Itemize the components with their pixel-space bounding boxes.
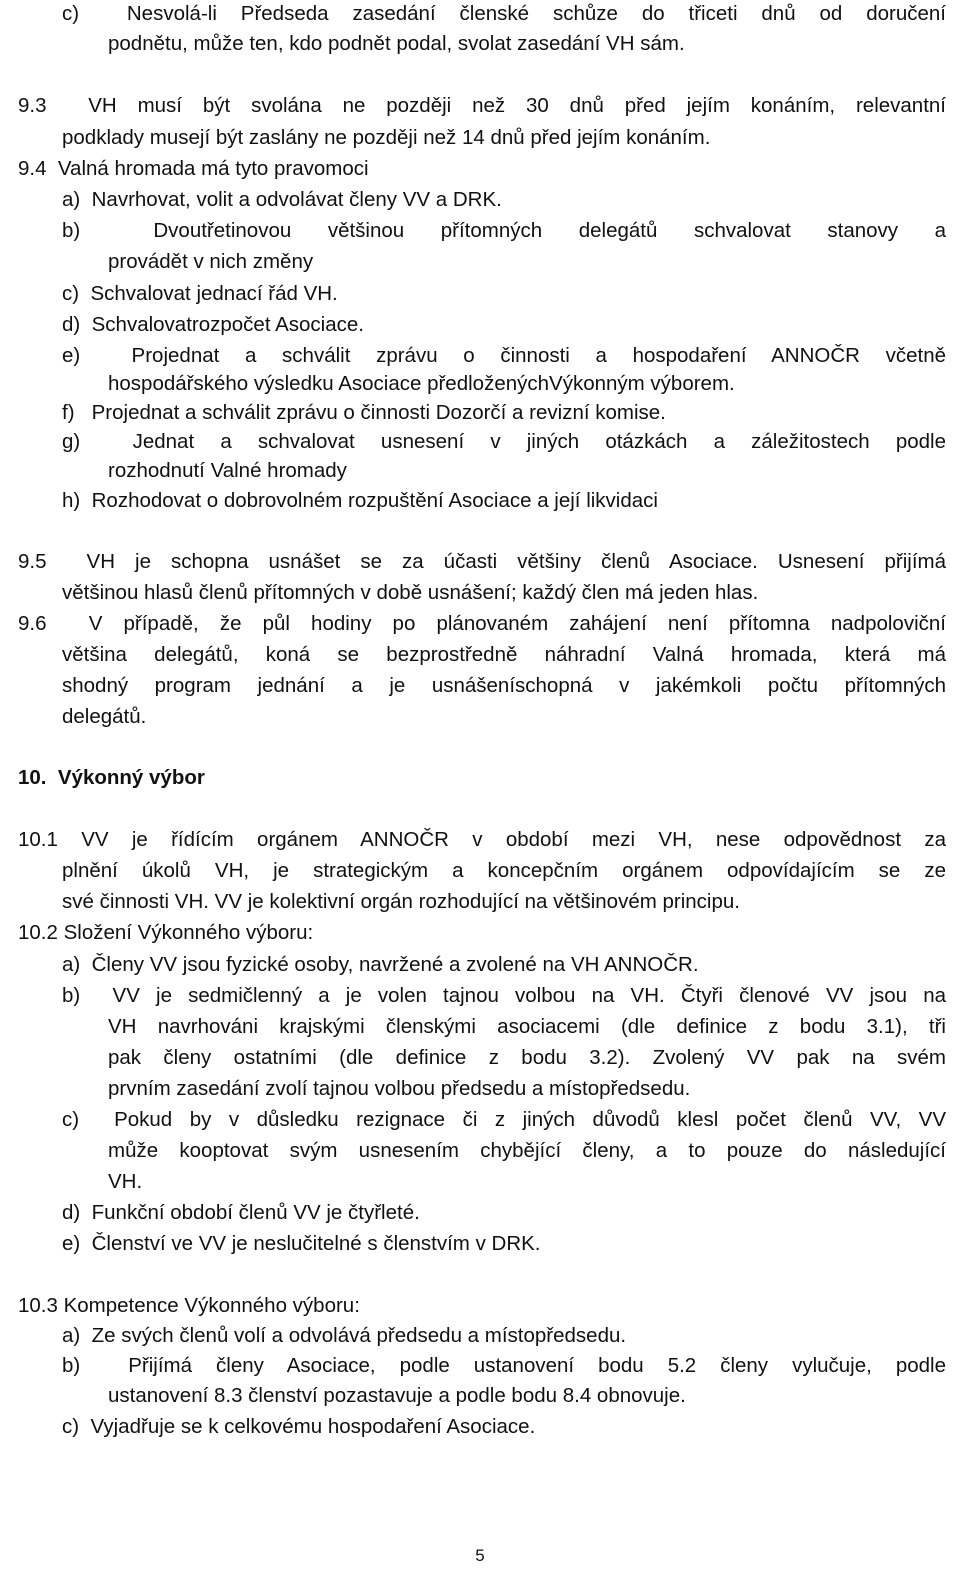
text-line: c) Schvalovat jednací řád VH. (62, 282, 338, 305)
text-line: plnění úkolů VH, je strategickým a koncepčním orgánem odpovídajícím se ze (62, 859, 946, 882)
text-line: e) Členství ve VV je neslučitelné s členstvím v DRK. (62, 1232, 541, 1255)
text-line: 9.5 VH je schopna usnášet se za účasti většiny členů Asociace. Usnesení přijímá (18, 550, 946, 573)
text-line: své činnosti VH. VV je kolektivní orgán rozhodující na většinovém principu. (62, 890, 740, 913)
text-line: h) Rozhodovat o dobrovolném rozpuštění Asociace a její likvidaci (62, 489, 658, 512)
text-line: c) Nesvolá-li Předseda zasedání členské schůze do třiceti dnů od doručení (62, 2, 946, 25)
text-line: 9.3 VH musí být svolána ne později než 30 dnů před jejím konáním, relevantní (18, 94, 946, 117)
text-line: podnětu, může ten, kdo podnět podal, svolat zasedání VH sám. (108, 32, 685, 55)
text-line: b) Dvoutřetinovou většinou přítomných delegátů schvalovat stanovy a (62, 219, 946, 242)
text-line: d) Schvalovatrozpočet Asociace. (62, 313, 364, 336)
text-line: b) VV je sedmičlenný a je volen tajnou volbou na VH. Čtyři členové VV jsou na (62, 984, 946, 1007)
text-line: většina delegátů, koná se bezprostředně náhradní Valná hromada, která má (62, 643, 946, 666)
text-line: podklady musejí být zaslány ne později než 14 dnů před jejím konáním. (62, 126, 711, 149)
text-line: a) Ze svých členů volí a odvolává předsedu a místopředsedu. (62, 1324, 627, 1347)
text-line: a) Navrhovat, volit a odvolávat členy VV a DRK. (62, 188, 502, 211)
text-line: rozhodnutí Valné hromady (108, 459, 347, 482)
text-line: 10.2 Složení Výkonného výboru: (18, 921, 314, 944)
text-line: 10.1 VV je řídícím orgánem ANNOČR v období mezi VH, nese odpovědnost za (18, 828, 946, 851)
text-line: může kooptovat svým usnesením chybějící členy, a to pouze do následující (108, 1139, 946, 1162)
text-line: většinou hlasů členů přítomných v době usnášení; každý člen má jeden hlas. (62, 581, 759, 604)
text-line: hospodářského výsledku Asociace předloženýchVýkonným výborem. (108, 372, 735, 395)
text-line: d) Funkční období členů VV je čtyřleté. (62, 1201, 420, 1224)
text-line: prvním zasedání zvolí tajnou volbou předsedu a místopředsedu. (108, 1077, 691, 1100)
text-line: 9.4 Valná hromada má tyto pravomoci (18, 157, 369, 180)
text-line: g) Jednat a schvalovat usnesení v jiných otázkách a záležitostech podle (62, 430, 946, 453)
text-line: 10.3 Kompetence Výkonného výboru: (18, 1294, 360, 1317)
text-line: c) Pokud by v důsledku rezignace či z jiných důvodů klesl počet členů VV, VV (62, 1108, 946, 1131)
text-line: b) Přijímá členy Asociace, podle ustanovení bodu 5.2 členy vylučuje, podle (62, 1354, 946, 1377)
text-line: 9.6 V případě, že půl hodiny po plánovaném zahájení není přítomna nadpoloviční (18, 612, 946, 635)
text-line: provádět v nich změny (108, 250, 314, 273)
text-line: VH navrhováni krajskými členskými asociacemi (dle definice z bodu 3.1), tři (108, 1015, 946, 1038)
text-line: f) Projednat a schválit zprávu o činnosti Dozorčí a revizní komise. (62, 401, 666, 424)
text-line: shodný program jednání a je usnášeníschopná v jakémkoli počtu přítomných (62, 674, 946, 697)
text-line: delegátů. (62, 705, 147, 728)
text-line: c) Vyjadřuje se k celkovému hospodaření Asociace. (62, 1415, 536, 1438)
section-heading: 10. Výkonný výbor (18, 766, 205, 789)
text-line: e) Projednat a schválit zprávu o činnosti a hospodaření ANNOČR včetně (62, 344, 946, 367)
text-line: a) Členy VV jsou fyzické osoby, navržené a zvolené na VH ANNOČR. (62, 953, 699, 976)
text-line: ustanovení 8.3 členství pozastavuje a podle bodu 8.4 obnovuje. (108, 1384, 686, 1407)
text-line: pak členy ostatními (dle definice z bodu 3.2). Zvolený VV pak na svém (108, 1046, 946, 1069)
text-line: VH. (108, 1170, 143, 1193)
page-number: 5 (475, 1546, 485, 1565)
